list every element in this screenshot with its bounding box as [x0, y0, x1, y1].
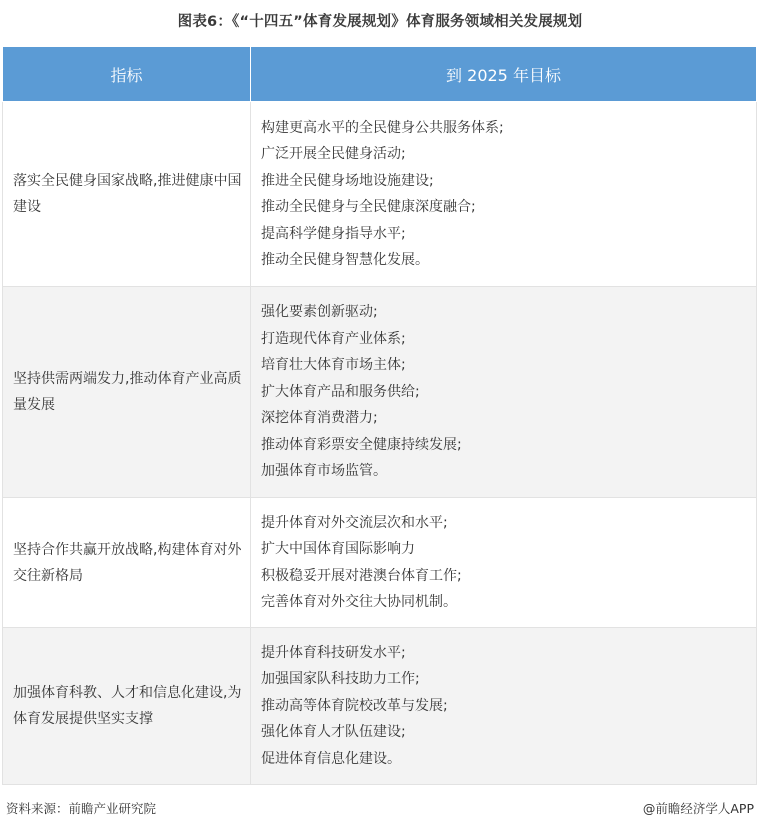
indicator-cell: 加强体育科教、人才和信息化建设,为体育发展提供坚实支撑: [3, 628, 251, 785]
indicator-cell: 坚持供需两端发力,推动体育产业高质量发展: [3, 287, 251, 498]
goal-item: 推动全民健身与全民健康深度融合;: [261, 199, 476, 215]
goal-item: 培育壮大体育市场主体;: [261, 357, 406, 374]
table-row: [3, 498, 757, 628]
goal-item: 深挖体育消费潜力;: [261, 410, 378, 427]
goal-item: 提高科学健身指导水平;: [261, 225, 406, 242]
table-header-row: [3, 47, 757, 102]
goals-cell: [251, 498, 757, 628]
indicator-cell: 落实全民健身国家战略,推进健康中国建设: [3, 102, 251, 287]
goals-cell: [251, 287, 757, 498]
goal-item: 提升体育对外交流层次和水平;: [261, 514, 448, 531]
table-row: [3, 102, 757, 287]
goal-item: 积极稳妥开展对港澳台体育工作;: [261, 567, 462, 584]
goal-item: 完善体育对外交往大协同机制。: [261, 594, 457, 610]
goal-item: 强化要素创新驱动;: [261, 304, 378, 321]
brand-credit: @前瞻经济学人APP: [642, 801, 754, 816]
goals-cell: [251, 102, 757, 287]
goal-item: 推动高等体育院校改革与发展;: [261, 697, 448, 714]
goal-item: 提升体育科技研发水平;: [261, 644, 406, 661]
goal-item: 加强国家队科技助力工作;: [261, 671, 420, 688]
goal-item: 推动全民健身智慧化发展。: [261, 252, 429, 268]
goals-cell: [251, 628, 757, 785]
goal-item: 促进体育信息化建设。: [261, 750, 401, 767]
goal-item: 推动体育彩票安全健康持续发展;: [261, 436, 462, 453]
column-header-goals: 到 2025 年目标: [251, 47, 757, 102]
goal-item: 扩大体育产品和服务供给;: [261, 383, 420, 400]
plan-table: [2, 46, 757, 785]
goal-item: 广泛开展全民健身活动;: [261, 146, 406, 162]
column-header-indicator: 指标: [3, 47, 251, 102]
goal-item: 打造现代体育产业体系;: [261, 330, 406, 347]
goal-item: 扩大中国体育国际影响力: [261, 541, 415, 557]
goal-item: 强化体育人才队伍建设;: [261, 724, 406, 741]
table-row: [3, 628, 757, 785]
table-row: [3, 287, 757, 498]
indicator-cell: 坚持合作共赢开放战略,构建体育对外交往新格局: [3, 498, 251, 628]
chart-title: 图表6：《“十四五”体育发展规划》体育服务领域相关发展规划: [177, 14, 583, 30]
source-note: 资料来源：前瞻产业研究院: [6, 801, 157, 816]
goal-item: 推进全民健身场地设施建设;: [261, 172, 434, 189]
goal-item: 加强体育市场监管。: [261, 463, 387, 480]
goal-item: 构建更高水平的全民健身公共服务体系;: [261, 119, 504, 136]
